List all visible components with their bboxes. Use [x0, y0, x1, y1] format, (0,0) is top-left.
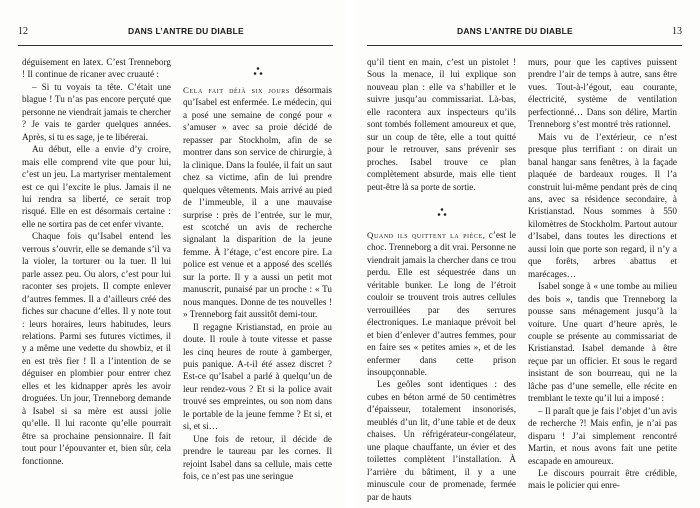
running-title: DANS L’ANTRE DU DIABLE	[128, 26, 244, 36]
paragraph: Au début, elle a envie d’y croire, mais elle comprend vite que pour lui, c’est un jeu. La martyriser mentalement est ce qui l’excite le plus. Jamais il ne lui rendra sa liberté, ce serait trop risqué. Elle en est désormais certaine : elle ne sortira pas de cet enfer vivante.	[22, 144, 171, 229]
paragraph: Une fois de retour, il décide de prendre le taureau par les cornes. Il rejoint Isabel dans sa cellule, mais cette fois, ce n’est pas une seringue	[183, 433, 332, 482]
paragraph: Les geôles sont identiques : des cubes en béton armé de 50 centimètres d’épaisseur, totalement insonorisés, meublés d’un lit, d’une table et de deux chaises. Un réfrigérateur-congélateur, une plaque chauffante, un évier et des toilettes complètent l’installation. À l’arrière du bâtiment, il y a une minuscule cour de promenade, fermée par de hauts	[367, 379, 516, 502]
right-page-header	[367, 26, 682, 42]
running-title: DANS L’ANTRE DU DIABLE	[457, 26, 573, 36]
left-column-2	[183, 56, 332, 483]
paragraph: Il regagne Kristianstad, en proie au doute. Il roule à toute vitesse et passe les cinq heures de route à gamberger, puis panique. A-t-il été assez discret ? Est-ce qu’Isabel a parlé à quelqu’un de leur rendez-vous ? Et si la police avait trouvé ses empreintes, ou son nom dans le portable de la jeune femme ? Et si, et si, et si…	[183, 321, 332, 432]
paragraph: – Si tu voyais ta tête. C’était une blague ! Tu n’as pas encore perçuté que personne ne viendrait jamais te chercher ? Je vais te garder quelques années. Après, si tu es sage, je te libérerai.	[22, 81, 171, 142]
paragraph: déguisement en latex. C’est Trenneborg ! Il continue de ricaner avec cruauté :	[22, 57, 171, 80]
section-break-ornament	[183, 66, 332, 76]
small-caps-lead: Cela fait déjà six jours	[183, 85, 290, 95]
paragraph: murs, pour que les captives puissent prendre l’air de temps à autre, sans être vues. Tout-à-l’égout, eau courante, électricité, système de ventilation perfectionné… Dans son délire, Martin Trenneborg s’est montré très rationnel.	[528, 57, 677, 130]
book-gutter	[345, 0, 355, 508]
left-page	[0, 0, 345, 508]
small-caps-lead: Quand ils quittent la pièce,	[367, 229, 486, 240]
page-number: 13	[672, 26, 682, 37]
header-rule	[367, 45, 682, 46]
paragraph: Chaque fois qu’Isabel entend les verrous s’ouvrir, elle se demande s’il va la violer, la torturer ou la tuer. Il lui parle assez peu. Ou alors, c’est pour lui raconter ses projets. Il compte enlever d’autres femmes. Il a d’ailleurs créé des fiches sur chacune d’elles. Il y note tout : leurs horaires, leurs habitudes, leurs relations. Parmi ses futures victimes, il y a même une vedette du showbiz, et il en est très fier ! Il a l’intention de se déguiser en plombier pour entrer chez elles et les kidnapper après les avoir droguées. Un jour, Trenneborg demande à Isabel si sa mère est aussi jolie qu’elle. Il lui raconte qu’elle pourrait être sa prochaine pensionnaire. Il fait tout pour l’épouvanter et, bien sûr, cela fonctionne.	[22, 231, 171, 466]
paragraph: Le discours pourrait être crédible, mais le policier qui enre-	[528, 467, 677, 491]
paragraph: – Il paraît que je fais l’objet d’un avis de recherche ?! Mais enfin, je n’ai pas disparu ! J’ai simplement rencontré Martin, et nous avons fait une petite escapade en amoureux.	[528, 405, 677, 466]
dots-ornament-icon	[252, 66, 264, 76]
paragraph	[183, 84, 332, 321]
paragraph-text: désormais qu’Isabel est enfermée. Le médecin, qui a posé une semaine de congé pour « s’amuser » avec sa proie décidé de repasser par Stockholm, afin de se montrer dans son service de chirurgie, à la clinique. Dans la foulée, il fait un saut chez sa victime, afin de lui prendre quelques vêtements. Mais arrivé au pied de l’immeuble, il a une mauvaise surprise : près de l’entrée, sur le mur, est scotché un avis de recherche signalant la disparition de la jeune femme. À l’étage, c’est encore pire. La police est venue et a apposé des scellés sur la porte. Il y a aussi un petit mot manuscrit, punaisé par un proche : « Tu nous manques. Donne de tes nouvelles ! » Trenneborg fait aussitôt demi-tour.	[183, 85, 332, 320]
paragraph	[367, 229, 516, 378]
paragraph: Isabel songe à « une tombe au milieu des bois », tandis que Trenneborg la pousse sans ménagement jusqu’à la voiture. Une quart d’heure après, le couple se présente au commissariat de Kristianstad. Isabel demande à être reçue par un officier. Et sous le regard insistant de son bourreau, qui ne la lâche pas d’une semelle, elle récite en tremblant le texte qu’il lui a imposé :	[528, 281, 677, 404]
dots-ornament-icon	[436, 207, 448, 217]
paragraph: qu’il tient en main, c’est un pistolet ! Sous la menace, il lui explique son nouveau plan : elle va s’habiller et le suivre jusqu’au commissariat. Là-bas, elle racontera aux inspecteurs qu’ils sont tombés follement amoureux et que, sur un coup de tête, elle a tout quitté pour le retrouver, sans prévenir ses proches. Isabel trouve ce plan complètement absurde, mais elle tient peut-être là sa porte de sortie.	[367, 57, 516, 192]
left-page-header	[18, 26, 333, 42]
paragraph-text: c’est le choc. Trenneborg a dit vrai. Personne ne viendrait jamais la chercher dans ce trou perdu. Elle est séquestrée dans un véritable bunker. Le long de l’étroit couloir se trouvent trois autres cellules verrouillées par des serrures électroniques. Le maniaque prévoit bel et bien d’enlever d’autres femmes, pour en faire ses « petites amies », et de les enfermer dans cette prison insoupçonnable.	[367, 229, 516, 377]
section-break-ornament	[367, 207, 516, 217]
page-number: 12	[18, 26, 28, 37]
right-column-2	[528, 56, 677, 492]
paragraph: Mais vu de l’extérieur, ce n’est presque plus terrifiant : on dirait un banal hangar sans fenêtres, à la façade plaquée de bardeaux rouges. Il l’a construit lui-même pendant près de cinq ans, avec sa résidence secondaire, à Kristianstad. Nous sommes à 550 kilomètres de Stockholm. Partout autour d’Isabel, dans toutes les directions et aussi loin que porte son regard, il n’y a que forêts, arbres abattus et marécages…	[528, 131, 677, 279]
right-page	[355, 0, 700, 508]
left-column-1	[22, 56, 171, 467]
header-rule	[18, 45, 333, 46]
right-column-1	[367, 56, 516, 503]
